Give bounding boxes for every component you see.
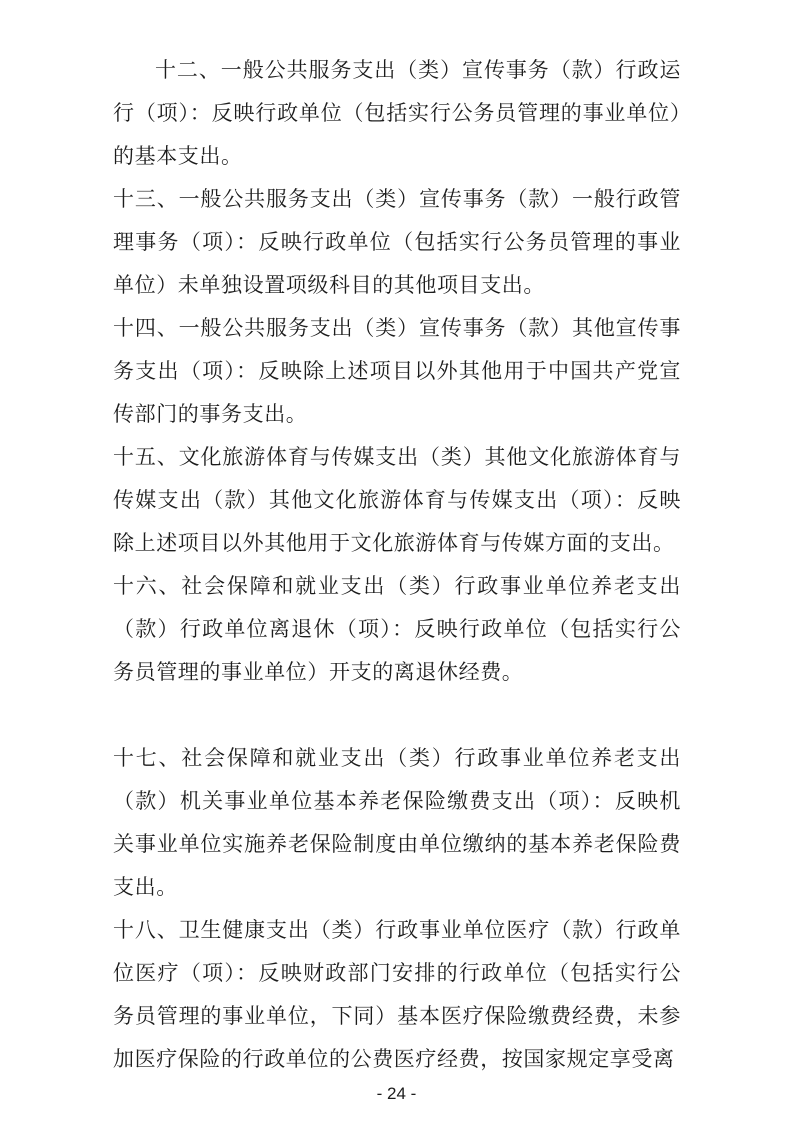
paragraph: 十八、卫生健康支出（类）行政事业单位医疗（款）行政单位医疗（项）：反映财政部门安排的行政单位（包括实行公务员管理的事业单位，下同）基本医疗保险缴费经费，未参加医疗保险的行政单位的公费医疗经费，按国家规定享受离: [113, 918, 681, 1071]
page-number: - 24 -: [376, 1084, 417, 1103]
document-body: [113, 49, 681, 1081]
paragraph: 十五、文化旅游体育与传媒支出（类）其他文化旅游体育与传媒支出（款）其他文化旅游体育与传媒支出（项）：反映除上述项目以外其他用于文化旅游体育与传媒方面的支出。: [113, 445, 681, 555]
paragraph: 十六、社会保障和就业支出（类）行政事业单位养老支出（款）行政单位离退休（项）：反映行政单位（包括实行公务员管理的事业单位）开支的离退休经费。: [113, 574, 681, 684]
paragraph: 十四、一般公共服务支出（类）宣传事务（款）其他宣传事务支出（项）：反映除上述项目以外其他用于中国共产党宣传部门的事务支出。: [113, 316, 681, 426]
page-footer: [0, 1083, 793, 1105]
paragraph: 十二、一般公共服务支出（类）宣传事务（款）行政运行（项）：反映行政单位（包括实行公务员管理的事业单位）的基本支出。: [113, 58, 681, 168]
paragraph: 十三、一般公共服务支出（类）宣传事务（款）一般行政管理事务（项）：反映行政单位（包括实行公务员管理的事业单位）未单独设置项级科目的其他项目支出。: [113, 187, 681, 297]
paragraph: 十七、社会保障和就业支出（类）行政事业单位养老支出（款）机关事业单位基本养老保险缴费支出（项）：反映机关事业单位实施养老保险制度由单位缴纳的基本养老保险费支出。: [113, 746, 681, 899]
